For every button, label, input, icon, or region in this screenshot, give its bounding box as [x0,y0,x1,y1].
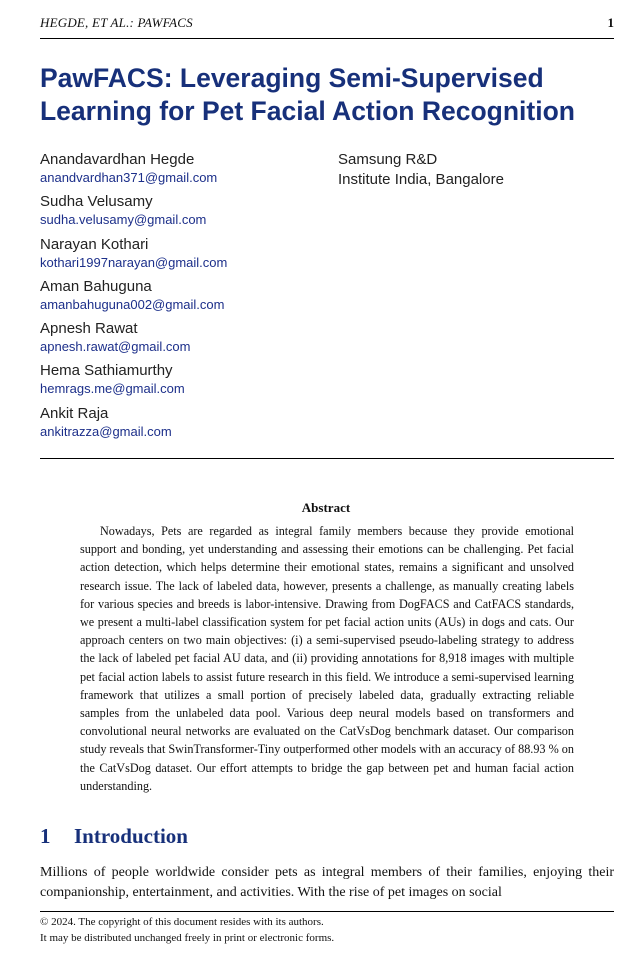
footer-rule [40,911,614,912]
author-entry [40,235,330,277]
header-rule [40,38,614,39]
author-name: Narayan Kothari [40,235,149,253]
copyright-footer [40,914,334,946]
affiliation-line: Institute India, Bangalore [338,171,504,188]
section-number: 1 [40,824,51,848]
author-name: Ankit Raja [40,404,109,422]
author-entry [40,404,330,446]
author-entry [40,319,330,361]
author-email-link[interactable]: ankitrazza@gmail.com [40,423,172,439]
author-entry [40,361,330,403]
author-entry [40,150,330,192]
author-entry [40,192,330,234]
paper-title: PawFACS: Leveraging Semi-Supervised Learning for Pet Facial Action Recognition [40,63,575,126]
affiliation-line: Samsung R&D [338,151,438,168]
copyright-line: © 2024. The copyright of this document resides with its authors. [40,916,324,928]
author-email-link[interactable]: anandvardhan371@gmail.com [40,170,218,185]
author-entry [40,277,330,319]
abstract-heading: Abstract [301,500,351,515]
section-heading-introduction [40,824,188,849]
author-email-link[interactable]: hemrags.me@gmail.com [40,381,185,397]
author-name: Aman Bahuguna [40,277,152,295]
author-name: Anandavardhan Hegde [40,151,195,168]
introduction-text: Millions of people worldwide consider pets as integral members of their families, enjoying their companionship, entertainment, and activities. With the rise of pet images on social [40,865,614,900]
author-email-link[interactable]: apnesh.rawat@gmail.com [40,339,191,355]
distribution-line: It may be distributed unchanged freely in print or electronic forms. [40,932,335,944]
author-email-link[interactable]: kothari1997narayan@gmail.com [40,254,228,270]
running-head: HEGDE, ET AL.: PAWFACS [40,15,193,30]
author-name: Hema Sathiamurthy [40,362,173,380]
affiliation [338,150,504,190]
author-name: Apnesh Rawat [40,320,138,338]
author-email-link[interactable]: sudha.velusamy@gmail.com [40,212,207,228]
author-list [40,150,330,446]
page-number: 1 [607,15,614,30]
section-title: Introduction [74,824,188,848]
abstract-text: Nowadays, Pets are regarded as integral family members because they provide emotional support and bonding, yet understanding and assessing their emotions can be challenging. Pet facial action detection, which helps determine their emotional states, remains a significant and unsolved research issue. The lack of labeled data, however, presents a challenge, as manually creating labels for various species and breeds is labor-intensive. Drawing from DogFACS and CatFACS standards, we present a multi-label classification system for pet facial action units (AUs) in dogs and cats. Our approach centers on two main objectives: (i) a semi-supervised pseudo-labeling strategy to address the lack of labeled pet facial AU data, and (ii) providing annotations for 8,918 images with multiple pet facial action labels to assist future research in this field. We introduce a semi-supervised learning framework that utilizes a small portion of precisely labeled data, gradually extracting reliable samples from the unlabeled data pool. Various deep neural models based on transformers and convolutional neural networks are evaluated on the CatVsDog benchmark dataset. Our comparison study reveals that SwinTransformer-Tiny outperformed other models with an accuracy of 88.93 % on the CatVsDog dataset. Our effort attempts to bridge the gap between pet and human facial action understanding. [80,524,574,793]
author-email-link[interactable]: amanbahuguna002@gmail.com [40,296,225,312]
author-name: Sudha Velusamy [40,193,153,211]
title-block-rule [40,458,614,459]
